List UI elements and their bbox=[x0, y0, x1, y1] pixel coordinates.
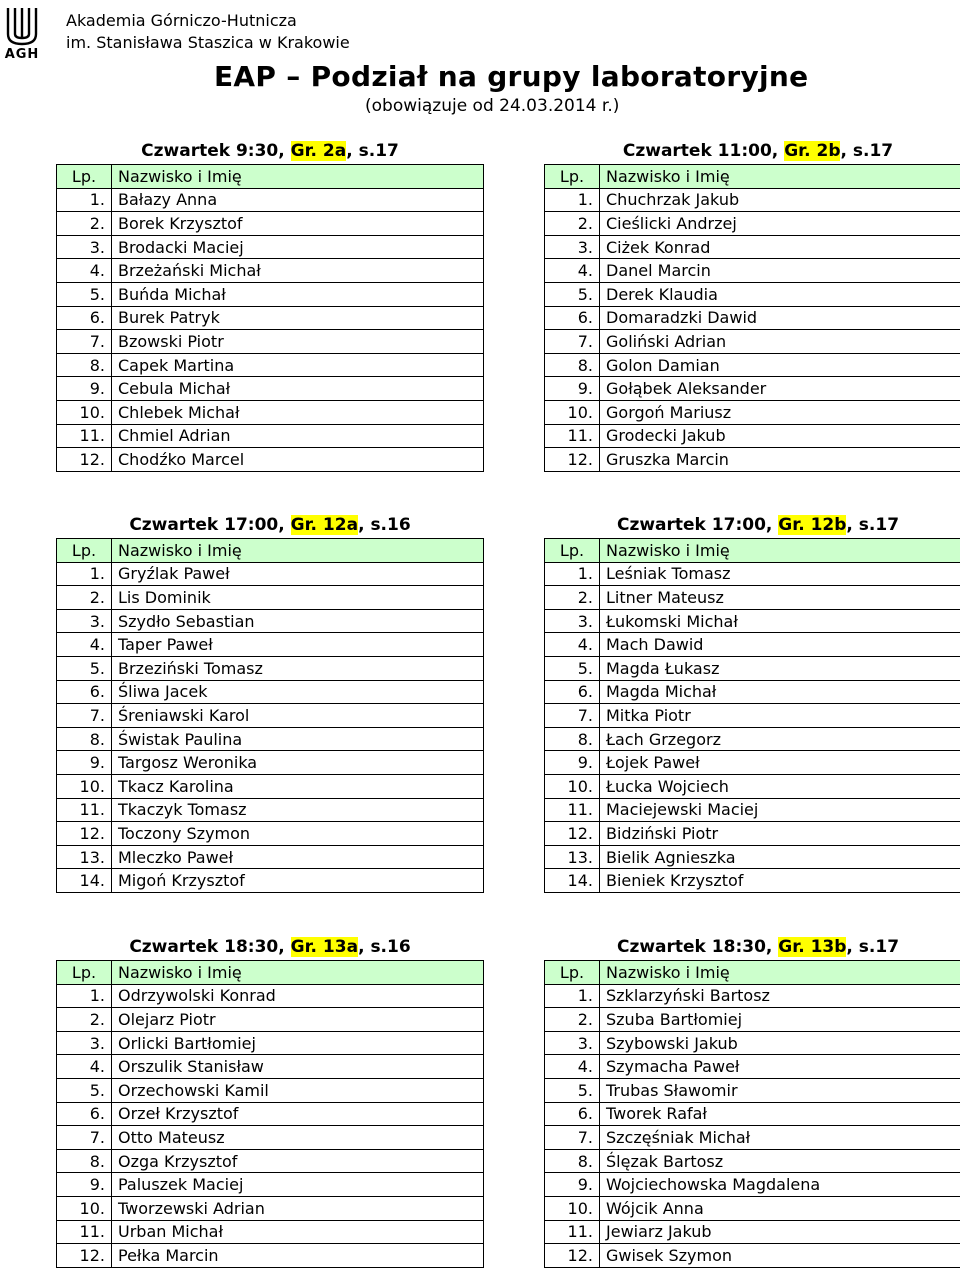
table-row bbox=[545, 330, 960, 354]
student-name: Burek Patryk bbox=[112, 306, 484, 330]
table-row bbox=[545, 259, 960, 283]
caption-room: , s.17 bbox=[346, 141, 399, 161]
student-name: Śliwa Jacek bbox=[112, 680, 484, 704]
table-row bbox=[545, 1149, 960, 1173]
student-name: Paluszek Maciej bbox=[112, 1173, 484, 1197]
header-name: Nazwisko i Imię bbox=[600, 539, 960, 563]
table-row bbox=[57, 798, 484, 822]
student-name: Jewiarz Jakub bbox=[600, 1220, 960, 1244]
student-name: Migoń Krzysztof bbox=[112, 869, 484, 893]
student-name: Brodacki Maciej bbox=[112, 235, 484, 259]
row-number: 7. bbox=[57, 1126, 112, 1150]
institution-name bbox=[66, 10, 350, 54]
row-number: 10. bbox=[57, 400, 112, 424]
table-header-row bbox=[57, 165, 484, 189]
page-subtitle: (obowiązuje od 24.03.2014 r.) bbox=[365, 96, 620, 116]
table-row bbox=[545, 704, 960, 728]
header-lp: Lp. bbox=[545, 961, 600, 985]
table-row bbox=[545, 235, 960, 259]
table-row bbox=[57, 680, 484, 704]
group-table bbox=[56, 960, 484, 1268]
group-6 bbox=[544, 934, 960, 1268]
student-name: Borek Krzysztof bbox=[112, 212, 484, 236]
row-number: 7. bbox=[57, 330, 112, 354]
caption-group-letter: a bbox=[346, 937, 359, 957]
group-caption bbox=[56, 512, 484, 538]
row-number: 9. bbox=[57, 1173, 112, 1197]
institution-line-2: im. Stanisława Staszica w Krakowie bbox=[66, 33, 350, 52]
table-row bbox=[545, 1220, 960, 1244]
table-row bbox=[57, 656, 484, 680]
row-number: 7. bbox=[57, 704, 112, 728]
caption-room: , s.16 bbox=[358, 937, 411, 957]
student-name: Pełka Marcin bbox=[112, 1244, 484, 1268]
student-name: Śreniawski Karol bbox=[112, 704, 484, 728]
group-caption bbox=[56, 934, 484, 960]
group-caption bbox=[544, 934, 960, 960]
table-header-row bbox=[57, 539, 484, 563]
table-row bbox=[57, 609, 484, 633]
row-number: 2. bbox=[545, 212, 600, 236]
student-name: Szybowski Jakub bbox=[600, 1031, 960, 1055]
table-row bbox=[57, 751, 484, 775]
table-row bbox=[57, 562, 484, 586]
student-name: Szklarzyński Bartosz bbox=[600, 984, 960, 1008]
agh-logo bbox=[2, 4, 42, 60]
caption-group-number: Gr. 13 bbox=[778, 937, 835, 957]
row-number: 10. bbox=[57, 1196, 112, 1220]
student-name: Chodźko Marcel bbox=[112, 448, 484, 472]
row-number: 7. bbox=[545, 704, 600, 728]
student-name: Łojek Paweł bbox=[600, 751, 960, 775]
table-row bbox=[545, 562, 960, 586]
group-caption bbox=[56, 138, 484, 164]
row-number: 12. bbox=[545, 448, 600, 472]
caption-day-time: Czwartek 18:30, bbox=[616, 937, 779, 957]
row-number: 2. bbox=[57, 586, 112, 610]
row-number: 11. bbox=[57, 798, 112, 822]
student-name: Wojciechowska Magdalena bbox=[600, 1173, 960, 1197]
caption-room: , s.17 bbox=[846, 937, 900, 957]
caption-day-time: Czwartek 17:00, bbox=[616, 515, 779, 535]
student-name: Mach Dawid bbox=[600, 633, 960, 657]
student-name: Mleczko Paweł bbox=[112, 845, 484, 869]
student-name: Szymacha Paweł bbox=[600, 1055, 960, 1079]
student-name: Gruszka Marcin bbox=[600, 448, 960, 472]
table-row bbox=[57, 633, 484, 657]
table-row bbox=[57, 727, 484, 751]
row-number: 3. bbox=[57, 609, 112, 633]
row-number: 1. bbox=[545, 188, 600, 212]
student-name: Mitka Piotr bbox=[600, 704, 960, 728]
row-number: 11. bbox=[545, 424, 600, 448]
row-number: 12. bbox=[57, 448, 112, 472]
group-2 bbox=[544, 138, 960, 472]
table-row bbox=[57, 845, 484, 869]
row-number: 6. bbox=[545, 680, 600, 704]
student-name: Orzeł Krzysztof bbox=[112, 1102, 484, 1126]
table-header-row bbox=[57, 961, 484, 985]
table-row bbox=[545, 586, 960, 610]
table-row bbox=[545, 751, 960, 775]
caption-group-number: Gr. 2 bbox=[290, 141, 335, 161]
student-name: Leśniak Tomasz bbox=[600, 562, 960, 586]
student-name: Gołąbek Aleksander bbox=[600, 377, 960, 401]
row-number: 7. bbox=[545, 1126, 600, 1150]
row-number: 10. bbox=[545, 400, 600, 424]
table-row bbox=[57, 1102, 484, 1126]
table-header-row bbox=[545, 961, 960, 985]
institution-line-1: Akademia Górniczo-Hutnicza bbox=[66, 11, 297, 30]
row-number: 10. bbox=[545, 1196, 600, 1220]
table-row bbox=[57, 1126, 484, 1150]
table-row bbox=[57, 212, 484, 236]
student-name: Maciejewski Maciej bbox=[600, 798, 960, 822]
header-lp: Lp. bbox=[545, 165, 600, 189]
table-row bbox=[57, 1008, 484, 1032]
table-row bbox=[545, 1126, 960, 1150]
table-row bbox=[57, 282, 484, 306]
table-row bbox=[545, 609, 960, 633]
row-number: 14. bbox=[57, 869, 112, 893]
row-number: 5. bbox=[57, 282, 112, 306]
student-name: Danel Marcin bbox=[600, 259, 960, 283]
row-number: 3. bbox=[545, 1031, 600, 1055]
row-number: 11. bbox=[57, 1220, 112, 1244]
student-name: Trubas Sławomir bbox=[600, 1078, 960, 1102]
table-row bbox=[57, 235, 484, 259]
row-number: 6. bbox=[545, 1102, 600, 1126]
row-number: 8. bbox=[545, 1149, 600, 1173]
table-row bbox=[57, 1031, 484, 1055]
table-row bbox=[57, 704, 484, 728]
row-number: 8. bbox=[57, 353, 112, 377]
row-number: 8. bbox=[545, 727, 600, 751]
table-row bbox=[545, 869, 960, 893]
caption-room: , s.17 bbox=[846, 515, 900, 535]
table-row bbox=[57, 377, 484, 401]
student-name: Bielik Agnieszka bbox=[600, 845, 960, 869]
student-name: Magda Łukasz bbox=[600, 656, 960, 680]
student-name: Cebula Michał bbox=[112, 377, 484, 401]
row-number: 5. bbox=[57, 656, 112, 680]
table-row bbox=[545, 306, 960, 330]
caption-room: , s.16 bbox=[358, 515, 411, 535]
student-name: Ślęzak Bartosz bbox=[600, 1149, 960, 1173]
header-name: Nazwisko i Imię bbox=[112, 961, 484, 985]
caption-group-number: Gr. 12 bbox=[778, 515, 835, 535]
caption-day-time: Czwartek 9:30, bbox=[141, 141, 291, 161]
caption-day-time: Czwartek 17:00, bbox=[129, 515, 291, 535]
student-name: Orlicki Bartłomiej bbox=[112, 1031, 484, 1055]
student-name: Toczony Szymon bbox=[112, 822, 484, 846]
page-title: EAP – Podział na grupy laboratoryjne bbox=[214, 60, 809, 93]
student-name: Orszulik Stanisław bbox=[112, 1055, 484, 1079]
table-row bbox=[57, 1078, 484, 1102]
student-name: Litner Mateusz bbox=[600, 586, 960, 610]
student-name: Golon Damian bbox=[600, 353, 960, 377]
student-name: Szczęśniak Michał bbox=[600, 1126, 960, 1150]
student-name: Gryźlak Paweł bbox=[112, 562, 484, 586]
caption-day-time: Czwartek 18:30, bbox=[129, 937, 291, 957]
table-row bbox=[57, 259, 484, 283]
table-row bbox=[57, 330, 484, 354]
header-name: Nazwisko i Imię bbox=[112, 539, 484, 563]
row-number: 5. bbox=[545, 282, 600, 306]
table-row bbox=[545, 680, 960, 704]
row-number: 5. bbox=[57, 1078, 112, 1102]
row-number: 9. bbox=[545, 377, 600, 401]
row-number: 5. bbox=[545, 1078, 600, 1102]
caption-group-letter: b bbox=[834, 515, 847, 535]
student-name: Orzechowski Kamil bbox=[112, 1078, 484, 1102]
row-number: 13. bbox=[545, 845, 600, 869]
student-name: Buńda Michał bbox=[112, 282, 484, 306]
row-number: 12. bbox=[545, 1244, 600, 1268]
student-name: Bzowski Piotr bbox=[112, 330, 484, 354]
table-row bbox=[57, 586, 484, 610]
group-caption bbox=[544, 138, 960, 164]
row-number: 1. bbox=[545, 984, 600, 1008]
row-number: 9. bbox=[57, 377, 112, 401]
student-name: Lis Dominik bbox=[112, 586, 484, 610]
row-number: 12. bbox=[545, 822, 600, 846]
student-name: Łucka Wojciech bbox=[600, 774, 960, 798]
student-name: Chlebek Michał bbox=[112, 400, 484, 424]
student-name: Targosz Weronika bbox=[112, 751, 484, 775]
table-row bbox=[545, 798, 960, 822]
group-table bbox=[544, 538, 960, 893]
table-row bbox=[545, 188, 960, 212]
row-number: 2. bbox=[57, 212, 112, 236]
row-number: 3. bbox=[57, 235, 112, 259]
table-row bbox=[57, 822, 484, 846]
logo-text: AGH bbox=[4, 47, 40, 60]
student-name: Otto Mateusz bbox=[112, 1126, 484, 1150]
caption-group-number: Gr. 12 bbox=[290, 515, 347, 535]
student-name: Chuchrzak Jakub bbox=[600, 188, 960, 212]
group-4 bbox=[544, 512, 960, 893]
row-number: 6. bbox=[545, 306, 600, 330]
group-table bbox=[544, 960, 960, 1268]
group-3 bbox=[56, 512, 484, 893]
table-row bbox=[545, 1078, 960, 1102]
table-row bbox=[57, 869, 484, 893]
row-number: 12. bbox=[57, 1244, 112, 1268]
student-name: Urban Michał bbox=[112, 1220, 484, 1244]
row-number: 9. bbox=[545, 1173, 600, 1197]
caption-group-letter: a bbox=[334, 141, 347, 161]
student-name: Ciżek Konrad bbox=[600, 235, 960, 259]
table-row bbox=[545, 1055, 960, 1079]
row-number: 10. bbox=[57, 774, 112, 798]
student-name: Wójcik Anna bbox=[600, 1196, 960, 1220]
table-row bbox=[545, 727, 960, 751]
table-row bbox=[545, 400, 960, 424]
student-name: Tkaczyk Tomasz bbox=[112, 798, 484, 822]
row-number: 10. bbox=[545, 774, 600, 798]
group-table bbox=[56, 538, 484, 893]
row-number: 11. bbox=[545, 798, 600, 822]
row-number: 13. bbox=[57, 845, 112, 869]
student-name: Łach Grzegorz bbox=[600, 727, 960, 751]
student-name: Gorgoń Mariusz bbox=[600, 400, 960, 424]
table-row bbox=[57, 1244, 484, 1268]
table-row bbox=[545, 377, 960, 401]
row-number: 9. bbox=[545, 751, 600, 775]
row-number: 1. bbox=[57, 188, 112, 212]
row-number: 3. bbox=[57, 1031, 112, 1055]
row-number: 1. bbox=[545, 562, 600, 586]
row-number: 6. bbox=[57, 1102, 112, 1126]
student-name: Szuba Bartłomiej bbox=[600, 1008, 960, 1032]
caption-group-letter: a bbox=[346, 515, 359, 535]
student-name: Goliński Adrian bbox=[600, 330, 960, 354]
row-number: 6. bbox=[57, 680, 112, 704]
student-name: Tkacz Karolina bbox=[112, 774, 484, 798]
caption-group-number: Gr. 2 bbox=[784, 141, 829, 161]
row-number: 11. bbox=[545, 1220, 600, 1244]
row-number: 3. bbox=[545, 609, 600, 633]
table-row bbox=[57, 424, 484, 448]
row-number: 14. bbox=[545, 869, 600, 893]
table-row bbox=[545, 1244, 960, 1268]
student-name: Cieślicki Andrzej bbox=[600, 212, 960, 236]
student-name: Tworek Rafał bbox=[600, 1102, 960, 1126]
group-table bbox=[544, 164, 960, 472]
student-name: Grodecki Jakub bbox=[600, 424, 960, 448]
row-number: 2. bbox=[57, 1008, 112, 1032]
row-number: 2. bbox=[545, 586, 600, 610]
table-row bbox=[545, 633, 960, 657]
table-row bbox=[545, 282, 960, 306]
student-name: Brzeżański Michał bbox=[112, 259, 484, 283]
student-name: Bieniek Krzysztof bbox=[600, 869, 960, 893]
student-name: Derek Klaudia bbox=[600, 282, 960, 306]
header-lp: Lp. bbox=[57, 961, 112, 985]
student-name: Capek Martina bbox=[112, 353, 484, 377]
row-number: 4. bbox=[545, 633, 600, 657]
row-number: 4. bbox=[57, 259, 112, 283]
table-row bbox=[57, 306, 484, 330]
student-name: Bidziński Piotr bbox=[600, 822, 960, 846]
caption-room: , s.17 bbox=[840, 141, 894, 161]
row-number: 12. bbox=[57, 822, 112, 846]
table-row bbox=[545, 1196, 960, 1220]
row-number: 6. bbox=[57, 306, 112, 330]
table-row bbox=[57, 1173, 484, 1197]
student-name: Brzeziński Tomasz bbox=[112, 656, 484, 680]
group-1 bbox=[56, 138, 484, 472]
student-name: Tworzewski Adrian bbox=[112, 1196, 484, 1220]
table-row bbox=[57, 1055, 484, 1079]
student-name: Chmiel Adrian bbox=[112, 424, 484, 448]
student-name: Świstak Paulina bbox=[112, 727, 484, 751]
row-number: 11. bbox=[57, 424, 112, 448]
table-row bbox=[545, 448, 960, 472]
table-row bbox=[545, 1173, 960, 1197]
caption-day-time: Czwartek 11:00, bbox=[622, 141, 785, 161]
table-row bbox=[57, 1196, 484, 1220]
row-number: 4. bbox=[57, 633, 112, 657]
row-number: 8. bbox=[57, 727, 112, 751]
student-name: Taper Paweł bbox=[112, 633, 484, 657]
table-row bbox=[545, 1031, 960, 1055]
student-name: Odrzywolski Konrad bbox=[112, 984, 484, 1008]
student-name: Domaradzki Dawid bbox=[600, 306, 960, 330]
table-row bbox=[545, 845, 960, 869]
table-header-row bbox=[545, 165, 960, 189]
student-name: Olejarz Piotr bbox=[112, 1008, 484, 1032]
group-5 bbox=[56, 934, 484, 1268]
row-number: 7. bbox=[545, 330, 600, 354]
row-number: 4. bbox=[545, 1055, 600, 1079]
header-name: Nazwisko i Imię bbox=[112, 165, 484, 189]
table-row bbox=[57, 188, 484, 212]
table-row bbox=[57, 984, 484, 1008]
table-row bbox=[545, 1102, 960, 1126]
row-number: 1. bbox=[57, 984, 112, 1008]
row-number: 5. bbox=[545, 656, 600, 680]
row-number: 3. bbox=[545, 235, 600, 259]
table-row bbox=[545, 774, 960, 798]
header-lp: Lp. bbox=[57, 165, 112, 189]
student-name: Ozga Krzysztof bbox=[112, 1149, 484, 1173]
table-row bbox=[57, 774, 484, 798]
row-number: 9. bbox=[57, 751, 112, 775]
table-row bbox=[545, 1008, 960, 1032]
caption-group-letter: b bbox=[828, 141, 841, 161]
header-lp: Lp. bbox=[545, 539, 600, 563]
table-row bbox=[545, 424, 960, 448]
table-row bbox=[545, 353, 960, 377]
table-row bbox=[545, 984, 960, 1008]
table-row bbox=[57, 448, 484, 472]
table-row bbox=[57, 1149, 484, 1173]
header-name: Nazwisko i Imię bbox=[600, 165, 960, 189]
student-name: Szydło Sebastian bbox=[112, 609, 484, 633]
row-number: 4. bbox=[545, 259, 600, 283]
student-name: Gwisek Szymon bbox=[600, 1244, 960, 1268]
row-number: 2. bbox=[545, 1008, 600, 1032]
group-table bbox=[56, 164, 484, 472]
row-number: 4. bbox=[57, 1055, 112, 1079]
table-header-row bbox=[545, 539, 960, 563]
student-name: Łukomski Michał bbox=[600, 609, 960, 633]
row-number: 1. bbox=[57, 562, 112, 586]
caption-group-letter: b bbox=[834, 937, 847, 957]
table-row bbox=[57, 1220, 484, 1244]
table-row bbox=[57, 400, 484, 424]
group-caption bbox=[544, 512, 960, 538]
student-name: Bałazy Anna bbox=[112, 188, 484, 212]
table-row bbox=[57, 353, 484, 377]
header-lp: Lp. bbox=[57, 539, 112, 563]
table-row bbox=[545, 212, 960, 236]
row-number: 8. bbox=[57, 1149, 112, 1173]
table-row bbox=[545, 822, 960, 846]
page-header bbox=[0, 0, 960, 140]
row-number: 8. bbox=[545, 353, 600, 377]
header-name: Nazwisko i Imię bbox=[600, 961, 960, 985]
caption-group-number: Gr. 13 bbox=[290, 937, 347, 957]
student-name: Magda Michał bbox=[600, 680, 960, 704]
table-row bbox=[545, 656, 960, 680]
